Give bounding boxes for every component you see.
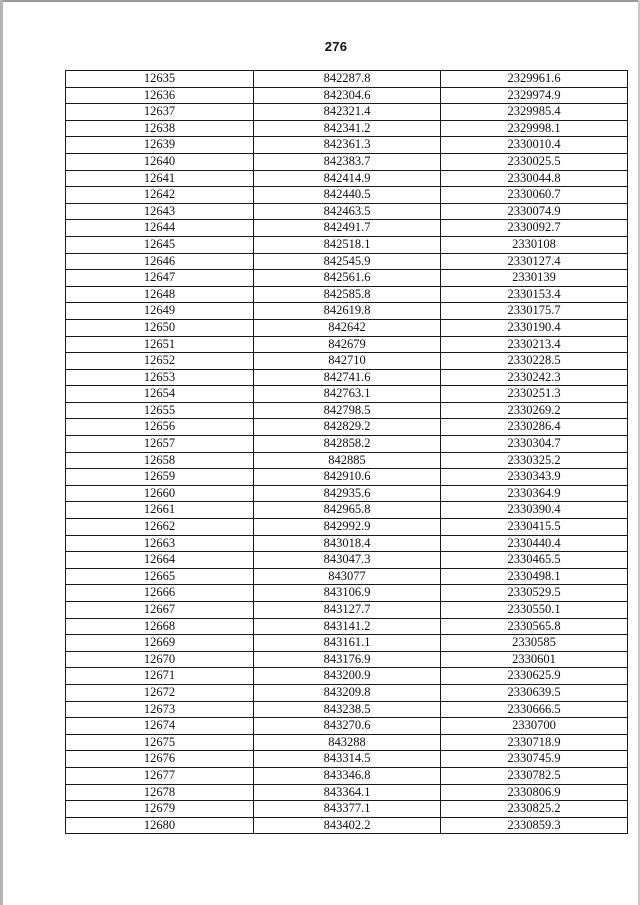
table-row <box>66 751 628 768</box>
y-coordinate-cell: 2329974.9 <box>441 87 628 104</box>
x-coordinate-cell: 843176.9 <box>254 651 441 668</box>
table-row <box>66 319 628 336</box>
point-number-cell: 12649 <box>66 303 254 320</box>
point-number-cell: 12671 <box>66 668 254 685</box>
y-coordinate-cell: 2330585 <box>441 635 628 652</box>
table-row <box>66 485 628 502</box>
point-number-cell: 12673 <box>66 701 254 718</box>
x-coordinate-cell: 843018.4 <box>254 535 441 552</box>
point-number-cell: 12648 <box>66 286 254 303</box>
table-row <box>66 469 628 486</box>
table-row <box>66 817 628 834</box>
y-coordinate-cell: 2330700 <box>441 718 628 735</box>
point-number-cell: 12659 <box>66 469 254 486</box>
y-coordinate-cell: 2330304.7 <box>441 436 628 453</box>
table-row <box>66 767 628 784</box>
table-row <box>66 801 628 818</box>
table-row <box>66 336 628 353</box>
point-number-cell: 12657 <box>66 436 254 453</box>
table-row <box>66 170 628 187</box>
point-number-cell: 12635 <box>66 71 254 88</box>
y-coordinate-cell: 2330498.1 <box>441 568 628 585</box>
point-number-cell: 12665 <box>66 568 254 585</box>
table-row <box>66 153 628 170</box>
table-row <box>66 502 628 519</box>
point-number-cell: 12642 <box>66 187 254 204</box>
point-number-cell: 12644 <box>66 220 254 237</box>
x-coordinate-cell: 842440.5 <box>254 187 441 204</box>
y-coordinate-cell: 2330190.4 <box>441 319 628 336</box>
table-row <box>66 684 628 701</box>
x-coordinate-cell: 842545.9 <box>254 253 441 270</box>
x-coordinate-cell: 842491.7 <box>254 220 441 237</box>
x-coordinate-cell: 843200.9 <box>254 668 441 685</box>
y-coordinate-cell: 2330108 <box>441 236 628 253</box>
x-coordinate-cell: 842304.6 <box>254 87 441 104</box>
point-number-cell: 12652 <box>66 353 254 370</box>
table-body <box>66 71 628 834</box>
x-coordinate-cell: 842561.6 <box>254 270 441 287</box>
x-coordinate-cell: 842341.2 <box>254 120 441 137</box>
table-row <box>66 87 628 104</box>
x-coordinate-cell: 842992.9 <box>254 519 441 536</box>
y-coordinate-cell: 2330639.5 <box>441 684 628 701</box>
point-number-cell: 12664 <box>66 552 254 569</box>
x-coordinate-cell: 842287.8 <box>254 71 441 88</box>
y-coordinate-cell: 2330666.5 <box>441 701 628 718</box>
y-coordinate-cell: 2330718.9 <box>441 734 628 751</box>
coordinate-table <box>65 70 628 834</box>
x-coordinate-cell: 843364.1 <box>254 784 441 801</box>
y-coordinate-cell: 2330242.3 <box>441 369 628 386</box>
y-coordinate-cell: 2330175.7 <box>441 303 628 320</box>
y-coordinate-cell: 2330745.9 <box>441 751 628 768</box>
y-coordinate-cell: 2330550.1 <box>441 602 628 619</box>
table-row <box>66 187 628 204</box>
y-coordinate-cell: 2330440.4 <box>441 535 628 552</box>
point-number-cell: 12636 <box>66 87 254 104</box>
table-row <box>66 618 628 635</box>
table-row <box>66 270 628 287</box>
y-coordinate-cell: 2330060.7 <box>441 187 628 204</box>
x-coordinate-cell: 842710 <box>254 353 441 370</box>
point-number-cell: 12637 <box>66 104 254 121</box>
point-number-cell: 12678 <box>66 784 254 801</box>
x-coordinate-cell: 843314.5 <box>254 751 441 768</box>
point-number-cell: 12668 <box>66 618 254 635</box>
page-edge-left <box>0 0 3 905</box>
x-coordinate-cell: 843047.3 <box>254 552 441 569</box>
y-coordinate-cell: 2330325.2 <box>441 452 628 469</box>
y-coordinate-cell: 2330286.4 <box>441 419 628 436</box>
x-coordinate-cell: 843238.5 <box>254 701 441 718</box>
y-coordinate-cell: 2330044.8 <box>441 170 628 187</box>
x-coordinate-cell: 843346.8 <box>254 767 441 784</box>
y-coordinate-cell: 2330625.9 <box>441 668 628 685</box>
x-coordinate-cell: 842965.8 <box>254 502 441 519</box>
table-row <box>66 303 628 320</box>
table-row <box>66 203 628 220</box>
point-number-cell: 12662 <box>66 519 254 536</box>
y-coordinate-cell: 2330139 <box>441 270 628 287</box>
y-coordinate-cell: 2330092.7 <box>441 220 628 237</box>
table-row <box>66 253 628 270</box>
y-coordinate-cell: 2330010.4 <box>441 137 628 154</box>
y-coordinate-cell: 2330251.3 <box>441 386 628 403</box>
point-number-cell: 12640 <box>66 153 254 170</box>
x-coordinate-cell: 843141.2 <box>254 618 441 635</box>
table-row <box>66 286 628 303</box>
x-coordinate-cell: 842642 <box>254 319 441 336</box>
point-number-cell: 12647 <box>66 270 254 287</box>
point-number-cell: 12655 <box>66 402 254 419</box>
x-coordinate-cell: 843288 <box>254 734 441 751</box>
table-row <box>66 734 628 751</box>
y-coordinate-cell: 2329961.6 <box>441 71 628 88</box>
point-number-cell: 12677 <box>66 767 254 784</box>
y-coordinate-cell: 2330269.2 <box>441 402 628 419</box>
table-row <box>66 519 628 536</box>
x-coordinate-cell: 843077 <box>254 568 441 585</box>
point-number-cell: 12676 <box>66 751 254 768</box>
y-coordinate-cell: 2330390.4 <box>441 502 628 519</box>
x-coordinate-cell: 843270.6 <box>254 718 441 735</box>
table-row <box>66 651 628 668</box>
x-coordinate-cell: 842935.6 <box>254 485 441 502</box>
point-number-cell: 12658 <box>66 452 254 469</box>
table-row <box>66 668 628 685</box>
point-number-cell: 12650 <box>66 319 254 336</box>
table-row <box>66 369 628 386</box>
y-coordinate-cell: 2330565.8 <box>441 618 628 635</box>
point-number-cell: 12645 <box>66 236 254 253</box>
y-coordinate-cell: 2330343.9 <box>441 469 628 486</box>
table-row <box>66 535 628 552</box>
x-coordinate-cell: 842518.1 <box>254 236 441 253</box>
table-row <box>66 104 628 121</box>
table-row <box>66 784 628 801</box>
y-coordinate-cell: 2330529.5 <box>441 585 628 602</box>
point-number-cell: 12656 <box>66 419 254 436</box>
table-row <box>66 701 628 718</box>
y-coordinate-cell: 2330825.2 <box>441 801 628 818</box>
point-number-cell: 12669 <box>66 635 254 652</box>
x-coordinate-cell: 842829.2 <box>254 419 441 436</box>
y-coordinate-cell: 2330364.9 <box>441 485 628 502</box>
x-coordinate-cell: 842885 <box>254 452 441 469</box>
point-number-cell: 12660 <box>66 485 254 502</box>
x-coordinate-cell: 842585.8 <box>254 286 441 303</box>
x-coordinate-cell: 842741.6 <box>254 369 441 386</box>
table-row <box>66 419 628 436</box>
x-coordinate-cell: 842910.6 <box>254 469 441 486</box>
table-row <box>66 436 628 453</box>
y-coordinate-cell: 2330228.5 <box>441 353 628 370</box>
point-number-cell: 12661 <box>66 502 254 519</box>
x-coordinate-cell: 842619.8 <box>254 303 441 320</box>
x-coordinate-cell: 842361.3 <box>254 137 441 154</box>
point-number-cell: 12667 <box>66 602 254 619</box>
x-coordinate-cell: 842383.7 <box>254 153 441 170</box>
table-row <box>66 236 628 253</box>
table-row <box>66 353 628 370</box>
point-number-cell: 12674 <box>66 718 254 735</box>
y-coordinate-cell: 2330213.4 <box>441 336 628 353</box>
table-row <box>66 220 628 237</box>
y-coordinate-cell: 2330782.5 <box>441 767 628 784</box>
table-row <box>66 585 628 602</box>
x-coordinate-cell: 843377.1 <box>254 801 441 818</box>
x-coordinate-cell: 843127.7 <box>254 602 441 619</box>
y-coordinate-cell: 2329998.1 <box>441 120 628 137</box>
y-coordinate-cell: 2330025.5 <box>441 153 628 170</box>
point-number-cell: 12643 <box>66 203 254 220</box>
page-edge-top <box>0 0 640 2</box>
x-coordinate-cell: 843402.2 <box>254 817 441 834</box>
y-coordinate-cell: 2330859.3 <box>441 817 628 834</box>
x-coordinate-cell: 842858.2 <box>254 436 441 453</box>
point-number-cell: 12653 <box>66 369 254 386</box>
x-coordinate-cell: 842763.1 <box>254 386 441 403</box>
x-coordinate-cell: 842679 <box>254 336 441 353</box>
y-coordinate-cell: 2330601 <box>441 651 628 668</box>
y-coordinate-cell: 2329985.4 <box>441 104 628 121</box>
point-number-cell: 12680 <box>66 817 254 834</box>
y-coordinate-cell: 2330415.5 <box>441 519 628 536</box>
table-row <box>66 120 628 137</box>
table-row <box>66 137 628 154</box>
table-row <box>66 71 628 88</box>
point-number-cell: 12679 <box>66 801 254 818</box>
y-coordinate-cell: 2330127.4 <box>441 253 628 270</box>
table-row <box>66 568 628 585</box>
y-coordinate-cell: 2330465.5 <box>441 552 628 569</box>
point-number-cell: 12651 <box>66 336 254 353</box>
x-coordinate-cell: 843161.1 <box>254 635 441 652</box>
point-number-cell: 12666 <box>66 585 254 602</box>
x-coordinate-cell: 843106.9 <box>254 585 441 602</box>
table-row <box>66 452 628 469</box>
x-coordinate-cell: 842798.5 <box>254 402 441 419</box>
table-row <box>66 718 628 735</box>
point-number-cell: 12646 <box>66 253 254 270</box>
table-row <box>66 552 628 569</box>
x-coordinate-cell: 842321.4 <box>254 104 441 121</box>
table-row <box>66 635 628 652</box>
point-number-cell: 12670 <box>66 651 254 668</box>
point-number-cell: 12639 <box>66 137 254 154</box>
table-row <box>66 386 628 403</box>
point-number-cell: 12663 <box>66 535 254 552</box>
y-coordinate-cell: 2330806.9 <box>441 784 628 801</box>
x-coordinate-cell: 842463.5 <box>254 203 441 220</box>
x-coordinate-cell: 842414.9 <box>254 170 441 187</box>
table-row <box>66 602 628 619</box>
x-coordinate-cell: 843209.8 <box>254 684 441 701</box>
page-number: 276 <box>324 39 348 54</box>
y-coordinate-cell: 2330153.4 <box>441 286 628 303</box>
point-number-cell: 12672 <box>66 684 254 701</box>
table-row <box>66 402 628 419</box>
point-number-cell: 12654 <box>66 386 254 403</box>
y-coordinate-cell: 2330074.9 <box>441 203 628 220</box>
point-number-cell: 12641 <box>66 170 254 187</box>
point-number-cell: 12638 <box>66 120 254 137</box>
point-number-cell: 12675 <box>66 734 254 751</box>
